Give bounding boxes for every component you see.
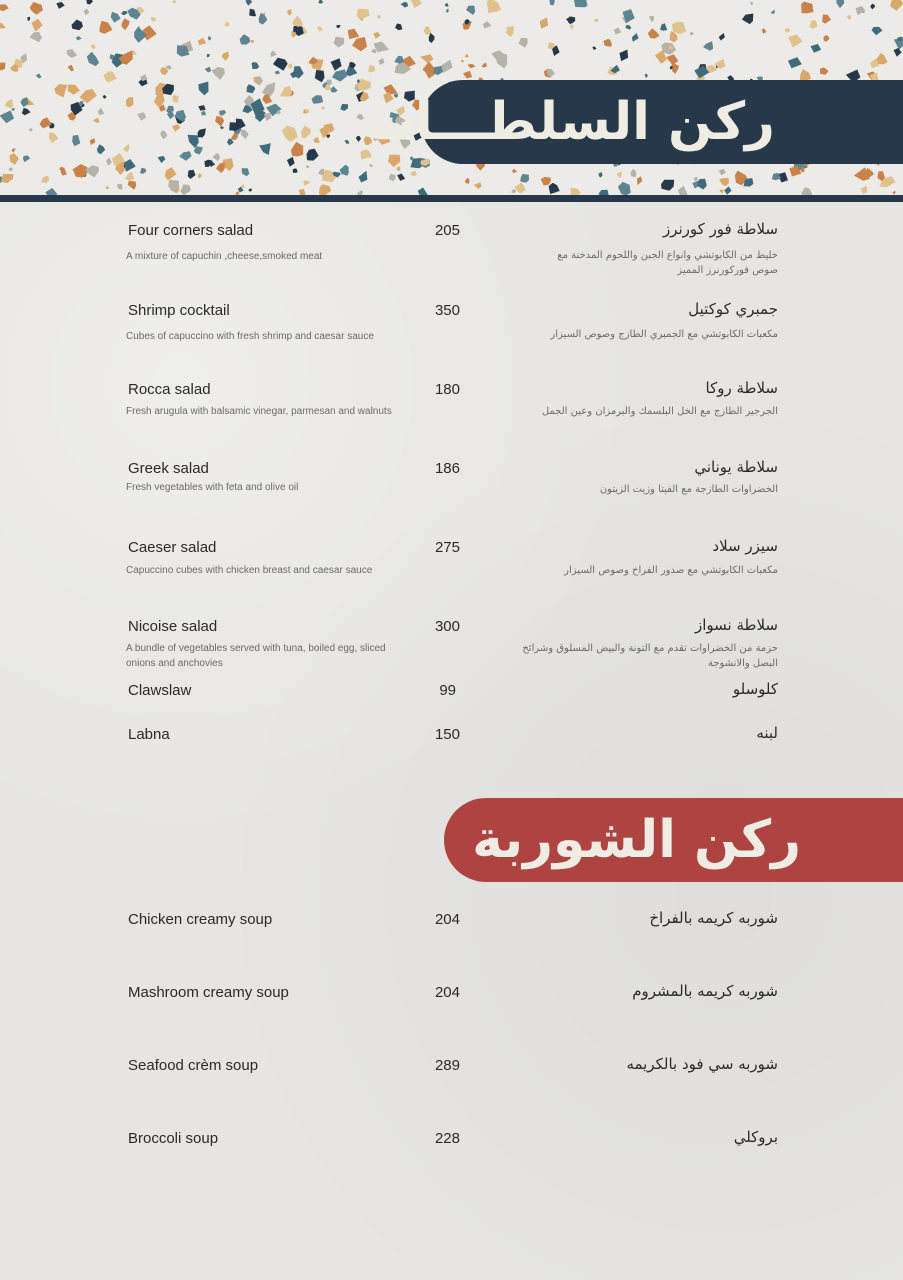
terrazzo-chip <box>205 67 212 73</box>
terrazzo-chip <box>188 170 196 179</box>
item-name-en: Four corners salad <box>128 222 254 239</box>
terrazzo-chip <box>315 70 325 83</box>
terrazzo-chip <box>348 29 360 39</box>
item-name-en: Greek salad <box>128 460 209 477</box>
terrazzo-chip <box>637 176 642 185</box>
item-description-ar: الجرجير الطازج مع الخل البلسمك والبرمزان وعين الجمل <box>541 406 778 417</box>
terrazzo-chip <box>327 134 330 138</box>
terrazzo-chip <box>252 62 260 69</box>
terrazzo-chip <box>287 9 291 15</box>
item-name-ar: شوربه سي فود بالكريمه <box>626 1055 778 1073</box>
salads-section-title: ركن السلطـــات <box>362 92 775 152</box>
terrazzo-chip <box>420 54 433 63</box>
terrazzo-chip <box>378 58 384 65</box>
terrazzo-chip <box>801 187 813 195</box>
terrazzo-chip <box>128 181 137 190</box>
item-description-ar: الخضراوات الطازجة مع الفيتا وزيت الزيتون <box>599 484 778 495</box>
terrazzo-chip <box>319 184 331 195</box>
item-price: 180 <box>434 381 460 398</box>
item-name-en: Broccoli soup <box>128 1130 219 1147</box>
terrazzo-chip <box>29 128 33 132</box>
terrazzo-chip <box>788 35 802 48</box>
terrazzo-chip <box>474 182 482 189</box>
item-price: 186 <box>434 460 460 477</box>
soups-section-banner <box>444 798 903 882</box>
terrazzo-chip <box>241 129 249 139</box>
terrazzo-chip <box>340 165 349 176</box>
terrazzo-chip <box>198 173 202 178</box>
item-name-en: Clawslaw <box>128 682 192 699</box>
item-name-ar: سيزر سلاد <box>712 537 778 555</box>
salads-section-banner <box>362 80 903 164</box>
terrazzo-chip <box>125 172 134 181</box>
terrazzo-chip <box>22 108 31 115</box>
terrazzo-chip <box>49 132 58 143</box>
soups-section-title: ركن الشوربة <box>472 810 801 870</box>
terrazzo-chip <box>630 169 636 178</box>
terrazzo-chip <box>703 41 713 51</box>
terrazzo-chip <box>224 22 229 27</box>
terrazzo-chip <box>213 153 220 161</box>
terrazzo-chip <box>220 126 224 129</box>
terrazzo-chip <box>446 8 449 12</box>
terrazzo-chip <box>661 180 674 191</box>
terrazzo-chip <box>788 57 802 68</box>
terrazzo-chip <box>173 95 180 103</box>
terrazzo-chip <box>98 108 105 115</box>
terrazzo-chip <box>389 174 396 182</box>
terrazzo-chip <box>604 39 613 47</box>
terrazzo-chip <box>301 126 311 139</box>
item-description-ar: مكعبات الكابوتشي مع صدور الفراخ وصوص السيزار <box>564 565 778 576</box>
terrazzo-chip <box>894 48 902 57</box>
terrazzo-chip <box>76 36 82 40</box>
item-name-en: Seafood crèm soup <box>128 1057 259 1074</box>
terrazzo-chip <box>306 165 310 168</box>
item-description-en: Cubes of capuccino with fresh shrimp and caesar sauce <box>126 331 374 342</box>
terrazzo-chip <box>56 2 64 9</box>
terrazzo-chip <box>72 20 83 31</box>
terrazzo-chip <box>331 58 342 70</box>
terrazzo-chip <box>496 54 508 69</box>
item-price: 150 <box>434 726 460 743</box>
terrazzo-chip <box>512 189 517 193</box>
terrazzo-chip <box>445 3 449 7</box>
item-name-en: Nicoise salad <box>128 618 218 635</box>
item-name-en: Mashroom creamy soup <box>128 984 289 1001</box>
terrazzo-chip <box>160 67 168 75</box>
terrazzo-chip <box>249 9 256 17</box>
terrazzo-chip <box>368 65 375 73</box>
terrazzo-chip <box>645 74 648 78</box>
item-price: 205 <box>434 222 460 239</box>
terrazzo-chip <box>750 2 753 6</box>
item-description-en: A mixture of capuchin ,cheese,smoked meat <box>126 251 323 262</box>
terrazzo-chip <box>11 148 15 152</box>
terrazzo-chip <box>698 179 707 190</box>
terrazzo-chip <box>29 32 42 42</box>
terrazzo-chip <box>9 168 13 172</box>
terrazzo-chip <box>270 50 276 57</box>
item-name-ar: بروكلي <box>733 1128 778 1146</box>
terrazzo-chip <box>690 32 695 35</box>
terrazzo-chip <box>784 28 790 33</box>
terrazzo-chip <box>429 33 435 43</box>
terrazzo-chip <box>461 60 464 63</box>
item-price: 275 <box>434 539 460 556</box>
terrazzo-chip <box>180 184 191 195</box>
terrazzo-chip <box>10 64 19 72</box>
terrazzo-chip <box>188 135 199 149</box>
terrazzo-chip <box>334 37 345 48</box>
terrazzo-chip <box>614 28 622 35</box>
terrazzo-chip <box>483 21 492 28</box>
item-description-ar: حزمة من الخضراوات تقدم مع التونة والبيض المسلوق وشرائح البصل والانشوجة <box>522 643 778 669</box>
terrazzo-chip <box>90 138 96 145</box>
terrazzo-chip <box>809 20 817 28</box>
terrazzo-chip <box>262 82 275 97</box>
item-name-ar: سلاطة نسواز <box>695 616 778 634</box>
terrazzo-chip <box>208 36 211 40</box>
item-name-ar: سلاطة فور كورنرز <box>662 220 778 238</box>
terrazzo-chip <box>352 37 367 51</box>
terrazzo-chip <box>856 6 866 15</box>
terrazzo-chip <box>198 38 207 46</box>
terrazzo-chip <box>467 64 475 69</box>
terrazzo-chip <box>401 2 409 8</box>
terrazzo-chip <box>0 4 9 11</box>
terrazzo-chip <box>105 186 109 189</box>
terrazzo-chip <box>287 157 295 167</box>
terrazzo-chip <box>599 172 603 178</box>
terrazzo-chip <box>123 144 130 153</box>
terrazzo-chip <box>124 159 136 172</box>
terrazzo-chip <box>67 49 78 58</box>
terrazzo-chip <box>0 63 6 71</box>
terrazzo-chip <box>418 187 430 195</box>
terrazzo-chip <box>9 153 18 165</box>
terrazzo-chip <box>90 44 95 49</box>
terrazzo-chip <box>594 18 599 22</box>
item-name-ar: شوربه كريمه بالفراخ <box>649 909 778 927</box>
terrazzo-chip <box>836 0 844 8</box>
item-name-en: Chicken creamy soup <box>128 911 273 928</box>
terrazzo-chip <box>649 16 654 22</box>
item-name-en: Shrimp cocktail <box>128 302 230 319</box>
terrazzo-chip <box>540 17 549 29</box>
terrazzo-chip <box>307 149 319 161</box>
terrazzo-chip <box>247 84 256 93</box>
terrazzo-chip <box>678 186 688 195</box>
terrazzo-chip <box>410 171 417 177</box>
terrazzo-chip <box>332 69 348 81</box>
terrazzo-chip <box>27 17 30 21</box>
terrazzo-chip <box>273 58 288 71</box>
terrazzo-chip <box>68 65 75 72</box>
terrazzo-chip <box>823 35 829 42</box>
terrazzo-chip <box>592 46 596 50</box>
terrazzo-chip <box>317 26 324 31</box>
terrazzo-chip <box>648 28 660 39</box>
terrazzo-chip <box>264 113 272 121</box>
item-price: 350 <box>434 302 460 319</box>
terrazzo-chip <box>512 169 517 174</box>
terrazzo-chip <box>318 0 323 4</box>
terrazzo-chip <box>0 23 6 29</box>
item-price: 300 <box>434 618 460 635</box>
terrazzo-chip <box>219 110 226 116</box>
terrazzo-chip <box>198 82 208 96</box>
terrazzo-chip <box>23 155 30 162</box>
item-description-en: Capuccino cubes with chicken breast and caesar sauce <box>126 565 373 576</box>
terrazzo-chip <box>571 188 581 195</box>
terrazzo-chip <box>666 54 678 65</box>
terrazzo-chip <box>242 168 250 176</box>
item-name-ar: جمبري كوكتيل <box>688 300 778 318</box>
terrazzo-chip <box>0 111 14 124</box>
terrazzo-chip <box>574 0 588 7</box>
terrazzo-chip <box>369 164 373 167</box>
terrazzo-chip <box>719 178 729 186</box>
terrazzo-chip <box>103 71 116 82</box>
terrazzo-chip <box>151 17 156 22</box>
terrazzo-chip <box>158 156 166 163</box>
item-name-en: Labna <box>128 726 170 743</box>
terrazzo-chip <box>506 26 514 37</box>
terrazzo-chip <box>160 130 167 139</box>
terrazzo-chip <box>820 67 829 75</box>
terrazzo-chip <box>198 128 206 137</box>
terrazzo-chip <box>811 44 822 53</box>
terrazzo-chip <box>724 186 731 194</box>
terrazzo-chip <box>72 135 80 146</box>
terrazzo-chip <box>520 174 529 183</box>
terrazzo-chip <box>321 107 325 110</box>
terrazzo-chip <box>890 0 903 11</box>
terrazzo-chip <box>45 188 57 195</box>
terrazzo-chip <box>672 22 686 34</box>
terrazzo-chip <box>31 19 42 32</box>
terrazzo-chip <box>12 108 15 111</box>
item-name-en: Caeser salad <box>128 539 217 556</box>
terrazzo-chip <box>356 136 361 142</box>
terrazzo-chip <box>280 86 292 97</box>
terrazzo-chip <box>719 169 726 176</box>
terrazzo-chip <box>137 112 146 120</box>
terrazzo-chip <box>340 104 348 111</box>
item-name-en: Rocca salad <box>128 381 211 398</box>
item-price: 204 <box>434 984 460 1001</box>
terrazzo-chip <box>111 12 121 23</box>
terrazzo-chip <box>465 178 469 184</box>
terrazzo-chip <box>359 171 368 183</box>
terrazzo-chip <box>861 186 868 194</box>
terrazzo-chip <box>30 2 43 15</box>
item-name-ar: سلاطة روكا <box>705 379 778 397</box>
terrazzo-chip <box>549 0 554 5</box>
item-description-en: Fresh arugula with balsamic vinegar, parmesan and walnuts <box>126 406 392 417</box>
item-description-ar: مكعبات الكابوتشي مع الجمبري الطازج وصوص السيزار <box>550 329 778 340</box>
terrazzo-chip <box>215 116 224 127</box>
terrazzo-chip <box>314 137 320 143</box>
terrazzo-chip <box>719 33 725 41</box>
terrazzo-chip <box>251 40 255 44</box>
terrazzo-chip <box>198 105 205 111</box>
terrazzo-chip <box>293 168 298 173</box>
terrazzo-chip <box>117 184 123 190</box>
terrazzo-chip <box>617 172 622 179</box>
terrazzo-chip <box>466 6 475 15</box>
terrazzo-chip <box>126 97 134 107</box>
terrazzo-chip <box>519 38 528 48</box>
terrazzo-chip <box>68 85 80 95</box>
terrazzo-chip <box>172 124 181 132</box>
terrazzo-chip <box>100 21 113 34</box>
item-description-en: Fresh vegetables with feta and olive oil <box>126 482 299 493</box>
terrazzo-chip <box>762 28 767 34</box>
terrazzo-chip <box>87 52 99 66</box>
terrazzo-chip <box>870 4 875 10</box>
terrazzo-chip <box>121 11 128 15</box>
terrazzo-chip <box>541 177 551 185</box>
terrazzo-chip <box>41 176 49 184</box>
terrazzo-chip <box>742 14 753 25</box>
terrazzo-chip <box>482 63 488 68</box>
terrazzo-chip <box>312 95 324 104</box>
header-divider <box>0 195 903 202</box>
terrazzo-chip <box>165 167 177 180</box>
terrazzo-chip <box>249 188 252 191</box>
terrazzo-chip <box>103 95 107 99</box>
terrazzo-chip <box>441 60 452 73</box>
terrazzo-chip <box>212 67 225 80</box>
terrazzo-chip <box>693 177 698 182</box>
terrazzo-chip <box>377 15 382 19</box>
terrazzo-chip <box>336 25 340 28</box>
terrazzo-chip <box>291 142 303 157</box>
terrazzo-chip <box>179 151 192 161</box>
terrazzo-chip <box>714 59 725 69</box>
terrazzo-chip <box>465 54 469 58</box>
terrazzo-chip <box>259 143 271 155</box>
terrazzo-chip <box>720 189 724 193</box>
item-name-ar: شوربه كريمه بالمشروم <box>632 982 778 1000</box>
terrazzo-chip <box>1 174 14 183</box>
terrazzo-chip <box>566 17 575 23</box>
terrazzo-chip <box>771 10 775 15</box>
terrazzo-chip <box>822 15 831 24</box>
terrazzo-chip <box>54 84 67 98</box>
terrazzo-chip <box>397 174 405 181</box>
terrazzo-chip <box>172 0 176 4</box>
terrazzo-chip <box>167 112 175 120</box>
terrazzo-chip <box>97 144 105 154</box>
terrazzo-chip <box>292 16 303 27</box>
item-description-en: A bundle of vegetables served with tuna, boiled egg, sliced onions and anchovies <box>126 643 386 669</box>
terrazzo-chip <box>216 163 225 174</box>
terrazzo-chip <box>121 18 129 30</box>
terrazzo-chip <box>357 9 370 19</box>
terrazzo-chip <box>487 0 501 13</box>
terrazzo-chip <box>569 24 573 29</box>
terrazzo-chip <box>259 13 268 25</box>
terrazzo-chip <box>245 0 252 6</box>
terrazzo-chip <box>549 183 560 194</box>
terrazzo-chip <box>303 180 310 185</box>
terrazzo-chip <box>619 50 628 62</box>
terrazzo-chip <box>397 166 401 171</box>
terrazzo-chip <box>140 168 146 174</box>
terrazzo-chip <box>207 54 210 58</box>
terrazzo-chip <box>275 71 281 75</box>
terrazzo-chip <box>801 2 813 14</box>
terrazzo-chip <box>872 27 883 36</box>
item-price: 204 <box>434 911 460 928</box>
terrazzo-chip <box>373 32 380 39</box>
terrazzo-chip <box>106 157 111 166</box>
terrazzo-chip <box>86 0 93 5</box>
item-price: 99 <box>439 682 456 699</box>
terrazzo-chip <box>93 118 100 123</box>
item-name-ar: كلوسلو <box>732 680 778 698</box>
terrazzo-chip <box>847 15 852 20</box>
item-description-ar: خليط من الكابوتشي وانواع الجبن واللحوم المدخنة مع صوص فوركورنرز المميز <box>557 250 778 276</box>
terrazzo-chip <box>632 33 639 42</box>
item-price: 289 <box>434 1057 460 1074</box>
item-name-ar: سلاطة يوناني <box>694 458 778 476</box>
terrazzo-chip <box>201 111 206 116</box>
terrazzo-chip <box>330 86 337 92</box>
terrazzo-chip <box>344 140 349 144</box>
terrazzo-chip <box>371 49 376 53</box>
terrazzo-chip <box>395 24 402 31</box>
terrazzo-chip <box>222 51 229 61</box>
terrazzo-chip <box>463 71 472 79</box>
terrazzo-chip <box>5 99 13 108</box>
terrazzo-chip <box>410 0 422 8</box>
terrazzo-chip <box>660 23 667 31</box>
item-price: 228 <box>434 1130 460 1147</box>
terrazzo-chip <box>282 126 298 142</box>
terrazzo-chip <box>618 182 631 195</box>
terrazzo-chip <box>84 9 90 16</box>
item-name-ar: لبنه <box>756 724 778 742</box>
terrazzo-chip <box>288 64 292 70</box>
terrazzo-chip <box>240 34 251 44</box>
terrazzo-chip <box>36 73 42 78</box>
terrazzo-chip <box>625 25 631 30</box>
terrazzo-chip <box>262 95 272 104</box>
